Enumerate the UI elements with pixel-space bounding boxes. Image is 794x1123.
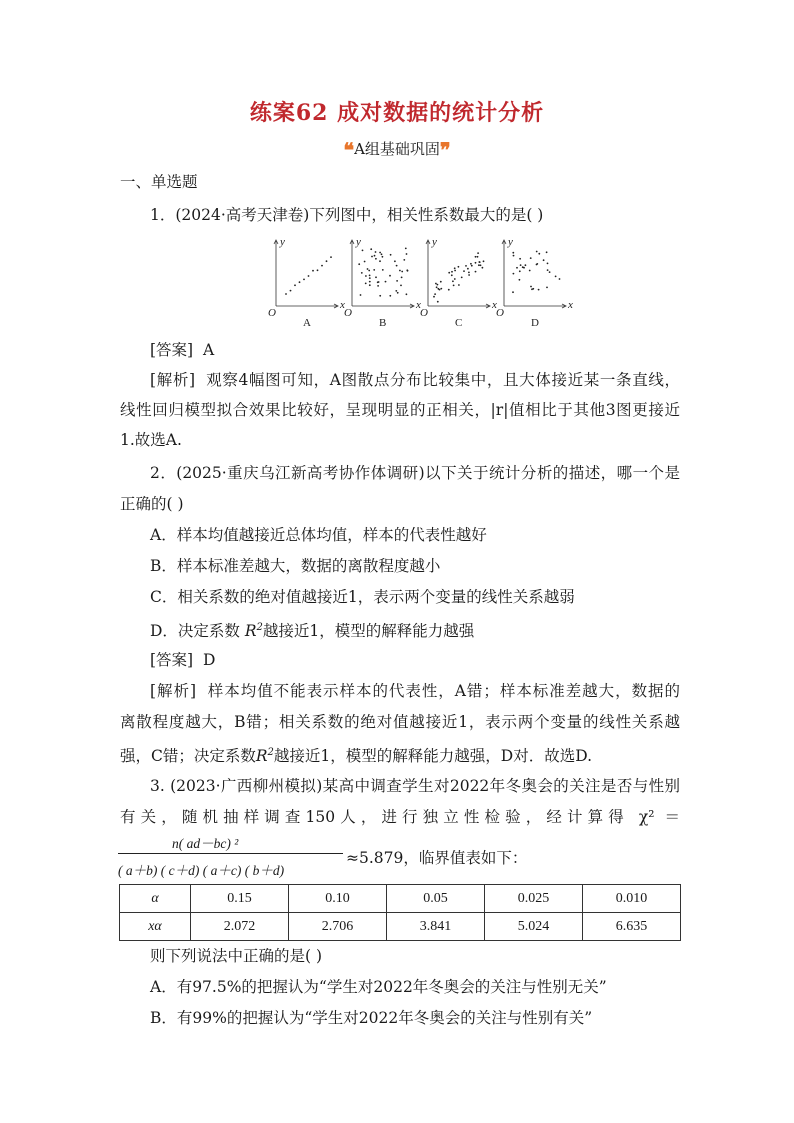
table-cell: 0.010 <box>583 885 681 913</box>
q2-option-c: C．相关系数的绝对值越接近1，表示两个变量的线性关系越弱 <box>150 588 575 606</box>
scatter-point <box>520 264 522 266</box>
q3-stem-line-2: 有关，随机抽样调查150人，进行独立性检验，经计算得 χ² ＝ <box>120 808 680 826</box>
scatter-point <box>452 280 454 282</box>
scatter-point <box>478 264 480 266</box>
q2-option-b: B．样本标准差越大，数据的离散程度越小 <box>150 557 441 575</box>
scatter-point <box>454 267 456 269</box>
plot-axis-y-label: y <box>280 236 285 248</box>
scatter-point <box>468 272 470 274</box>
scatter-point <box>448 272 450 274</box>
scatter-point <box>369 275 371 277</box>
scatter-point <box>321 265 323 267</box>
scatter-point <box>546 251 548 253</box>
scatter-point <box>365 283 367 285</box>
chi-square-formula <box>118 832 348 880</box>
table-cell: 2.706 <box>289 913 387 941</box>
scatter-point <box>396 280 398 282</box>
scatter-point <box>475 256 477 258</box>
scatter-point <box>512 291 514 293</box>
q2-analysis-line-1 <box>150 681 680 701</box>
table-header-alpha: α <box>120 885 191 913</box>
scatter-point <box>401 271 403 273</box>
scatter-point <box>448 289 450 291</box>
scatter-point <box>433 296 435 298</box>
plot-label: D <box>531 317 539 329</box>
analysis-tag: [解析] <box>150 682 196 700</box>
scatter-point <box>371 256 373 258</box>
scatter-point <box>475 271 477 273</box>
answer-value: A <box>202 341 215 359</box>
scatter-point <box>405 248 407 250</box>
table-row <box>120 913 681 941</box>
scatter-point <box>463 270 465 272</box>
scatter-point <box>358 263 360 265</box>
scatter-point <box>368 270 370 272</box>
scatter-point <box>440 288 442 290</box>
scatter-point <box>396 265 398 267</box>
scatter-point <box>389 275 391 277</box>
formula-denominator: ( a＋b) ( c＋d) ( a＋c) ( b＋d) <box>118 863 285 878</box>
analysis-text: 强，C错；决定系数 <box>120 747 256 766</box>
scatter-point <box>555 276 557 278</box>
scatter-point <box>440 281 442 283</box>
q1-answer <box>150 340 710 360</box>
plot-label: A <box>303 317 311 329</box>
scatter-point <box>458 284 460 286</box>
analysis-text-2: 越接近1，模型的解释能力越强，D对．故选D. <box>273 747 593 766</box>
scatter-point <box>294 284 296 286</box>
scatter-point <box>543 259 545 261</box>
scatter-point <box>437 301 439 303</box>
group-label: A组基础巩固 <box>354 140 440 158</box>
analysis-text: 样本均值不能表示样本的代表性，A错；样本标准差越大，数据的 <box>207 682 680 700</box>
table-cell: 2.072 <box>191 913 289 941</box>
scatter-point <box>373 269 375 271</box>
answer-tag: [答案] <box>150 651 194 669</box>
plot-axis-x-label: x <box>416 299 421 311</box>
table-cell: 3.841 <box>387 913 485 941</box>
scatter-point <box>538 253 540 255</box>
scatter-point <box>451 274 453 276</box>
scatter-point <box>317 269 319 271</box>
scatter-point <box>375 251 377 253</box>
q3-option-a: A．有97.5%的把握认为“学生对2022年冬奥会的关注与性别无关” <box>150 978 607 996</box>
plot-axis-x-label: x <box>568 299 573 311</box>
scatter-point <box>369 281 371 283</box>
q1-analysis-line-2: 线性回归模型拟合效果比较好，呈现明显的正相关，|r|值相比于其他3图更接近 <box>120 401 680 419</box>
option-d-text: D．决定系数 <box>150 622 240 641</box>
scatter-point <box>434 293 436 295</box>
section-heading: 一、单选题 <box>120 173 198 191</box>
close-quote-icon: ❞ <box>439 138 451 162</box>
q2-stem-line-1: 2．(2025·重庆乌江新高考协作体调研)以下关于统计分析的描述，哪一个是 <box>150 464 680 482</box>
scatter-point <box>399 270 401 272</box>
scatter-point <box>467 268 469 270</box>
scatter-point <box>435 283 437 285</box>
scatter-point <box>465 265 467 267</box>
q2-analysis-line-3 <box>120 743 680 766</box>
plot-label: B <box>379 317 387 329</box>
scatter-point <box>522 266 524 268</box>
scatter-point <box>461 277 463 279</box>
scatter-point <box>382 256 384 258</box>
scatter-point <box>475 262 477 264</box>
scatter-point <box>312 270 314 272</box>
scatter-point <box>381 253 383 255</box>
table-cell: 5.024 <box>485 913 583 941</box>
scatter-point <box>549 271 551 273</box>
scatter-point <box>406 253 408 255</box>
scatter-point <box>406 293 408 295</box>
scatter-point <box>453 285 455 287</box>
scatter-point <box>379 295 381 297</box>
plot-origin-label: O <box>344 307 352 319</box>
scatter-point <box>477 252 479 254</box>
scatter-point <box>530 286 532 288</box>
scatter-point <box>330 256 332 258</box>
scatter-point <box>437 284 439 286</box>
scatter-point <box>395 290 397 292</box>
scatter-point <box>547 263 549 265</box>
scatter-point <box>326 260 328 262</box>
scatter-point <box>382 269 384 271</box>
plot-origin-label: O <box>496 307 504 319</box>
analysis-text: 观察4幅图可知，A图散点分布比较集中，且大体接近某一条直线， <box>206 371 680 389</box>
scatter-point <box>531 288 533 290</box>
plot-axis-y-label: y <box>432 236 437 248</box>
formula-numerator: n( ad－bc) ² <box>172 836 239 851</box>
scatter-point <box>365 275 367 277</box>
scatter-point <box>299 281 301 283</box>
scatter-point <box>389 295 391 297</box>
scatter-point <box>458 266 460 268</box>
scatter-point <box>379 252 381 254</box>
scatter-point <box>525 264 527 266</box>
q3-stem-line-1: 3. (2023·广西柳州模拟)某高中调查学生对2022年冬奥会的关注是否与性别 <box>150 777 680 795</box>
scatter-point <box>513 273 515 275</box>
q2-answer <box>150 650 710 670</box>
scatter-point <box>367 268 369 270</box>
scatter-point <box>519 258 521 260</box>
table-cell: 0.05 <box>387 885 485 913</box>
scatter-point <box>536 251 538 253</box>
scatter-point <box>477 256 479 258</box>
plot-label: C <box>455 317 463 329</box>
scatter-point <box>364 261 366 263</box>
plot-axis-y-label: y <box>508 236 513 248</box>
scatter-point <box>377 281 379 283</box>
q2-option-d <box>150 618 710 641</box>
analysis-tag: [解析] <box>150 371 196 389</box>
answer-tag: [答案] <box>150 341 194 359</box>
scatter-point <box>379 260 381 262</box>
scatter-point <box>529 270 531 272</box>
scatter-point <box>454 278 456 280</box>
scatter-point <box>401 277 403 279</box>
scatter-point <box>483 260 485 262</box>
scatter-point <box>546 287 548 289</box>
scatter-point <box>285 293 287 295</box>
scatter-point <box>479 261 481 263</box>
scatter-point <box>390 254 392 256</box>
fraction-bar <box>118 853 343 854</box>
scatter-point <box>403 259 405 261</box>
plot-axis-x-label: x <box>340 299 345 311</box>
scatter-point <box>559 278 561 280</box>
scatter-point <box>513 255 515 257</box>
scatter-point <box>290 290 292 292</box>
scatter-point <box>400 285 402 287</box>
plot-axis-x-label: x <box>492 299 497 311</box>
scatter-point <box>369 284 371 286</box>
scatter-point <box>360 294 362 296</box>
scatter-point <box>361 272 363 274</box>
open-quote-icon: ❝ <box>343 138 355 162</box>
scatter-point <box>377 285 379 287</box>
answer-value: D <box>202 651 216 669</box>
scatter-point <box>468 274 470 276</box>
option-d-text-2: 越接近1，模型的解释能力越强 <box>262 622 475 641</box>
scatter-point <box>439 289 441 291</box>
scatter-point <box>530 257 532 259</box>
scatter-point <box>470 263 472 265</box>
scatter-point <box>308 275 310 277</box>
r-squared: $R^2$ <box>255 747 274 766</box>
scatter-point <box>362 250 364 252</box>
scatter-point <box>519 279 521 281</box>
scatter-point <box>516 267 518 269</box>
q2-analysis-line-2: 离散程度越大，B错；相关系数的绝对值越接近1，表示两个变量的线性关系越 <box>120 713 680 731</box>
group-heading <box>0 138 794 162</box>
scatter-point <box>482 267 484 269</box>
q1-analysis-line-3: 1.故选A. <box>120 431 182 449</box>
table-cell: 0.10 <box>289 885 387 913</box>
q3-ask: 则下列说法中正确的是( ) <box>150 947 323 965</box>
table-cell: 0.025 <box>485 885 583 913</box>
scatter-point <box>519 270 521 272</box>
q3-option-b: B．有99%的把握认为“学生对2022年冬奥会的关注与性别有关” <box>150 1009 593 1027</box>
formula-result: ≈5.879，临界值表如下： <box>346 849 528 867</box>
scatter-point <box>480 264 482 266</box>
scatter-point <box>374 255 376 257</box>
q2-option-a: A．样本均值越接近总体均值，样本的代表性越好 <box>150 526 487 544</box>
q1-scatter-plots <box>266 232 573 329</box>
q1-stem: 1．(2024·高考天津卷)下列图中，相关性系数最大的是( ) <box>150 206 544 224</box>
table-cell: 0.15 <box>191 885 289 913</box>
scatter-point <box>538 289 540 291</box>
q2-stem-line-2: 正确的( ) <box>120 495 184 513</box>
scatter-point <box>385 281 387 283</box>
scatter-point <box>471 265 473 267</box>
scatter-point <box>454 270 456 272</box>
plot-origin-label: O <box>420 307 428 319</box>
scatter-point <box>547 269 549 271</box>
scatter-point <box>303 279 305 281</box>
scatter-point <box>536 264 538 266</box>
scatter-point <box>394 260 396 262</box>
plot-axis-y-label: y <box>356 236 361 248</box>
scatter-point <box>512 252 514 254</box>
scatter-point <box>375 258 377 260</box>
q1-analysis-line-1 <box>150 370 680 390</box>
r-squared: $R^2$ <box>244 622 263 641</box>
scatter-point <box>397 292 399 294</box>
scatter-point <box>407 270 409 272</box>
scatter-point <box>369 277 371 279</box>
scatter-point <box>436 286 438 288</box>
table-row <box>120 885 681 913</box>
table-cell: 6.635 <box>583 913 681 941</box>
critical-value-table <box>119 884 681 941</box>
scatter-point <box>375 276 377 278</box>
plot-origin-label: O <box>268 307 276 319</box>
scatter-point <box>370 248 372 250</box>
page-title: 练案62 成对数据的统计分析 <box>249 100 545 126</box>
table-header-x-alpha: xα <box>120 913 191 941</box>
scatter-point <box>451 271 453 273</box>
